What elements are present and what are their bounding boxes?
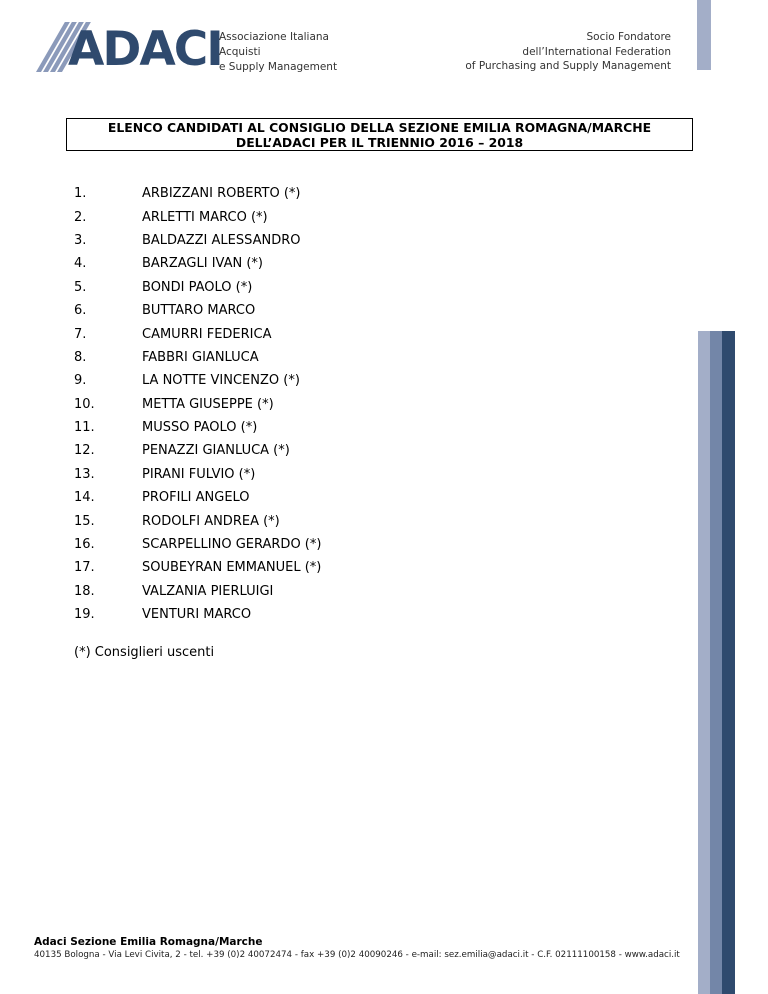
candidate-number: 1. <box>74 186 87 202</box>
candidate-name: LA NOTTE VINCENZO (*) <box>142 373 300 389</box>
candidate-name: VALZANIA PIERLUIGI <box>142 583 274 599</box>
candidate-number: 15. <box>74 513 95 529</box>
list-item <box>74 182 574 205</box>
logo-subtitle-line: Acquisti <box>219 46 261 58</box>
candidate-number: 13. <box>74 466 95 482</box>
candidate-name: BUTTARO MARCO <box>142 303 256 319</box>
candidate-number: 9. <box>74 373 87 389</box>
list-item <box>74 252 574 275</box>
list-item <box>74 416 574 439</box>
footer-organization: Adaci Sezione Emilia Romagna/Marche <box>34 936 263 948</box>
title-line-1: ELENCO CANDIDATI AL CONSIGLIO DELLA SEZIONE EMILIA ROMAGNA/MARCHE <box>107 120 652 135</box>
list-item <box>74 229 574 252</box>
candidate-name: BARZAGLI IVAN (*) <box>142 256 263 272</box>
page-footer <box>34 936 680 961</box>
candidate-number: 3. <box>74 232 87 248</box>
list-item <box>74 509 574 532</box>
list-item <box>74 439 574 462</box>
candidate-name: CAMURRI FEDERICA <box>142 326 272 342</box>
candidate-name: PENAZZI GIANLUCA (*) <box>142 443 290 459</box>
logo-wordmark: ADACI <box>68 22 222 77</box>
candidate-name: ARLETTI MARCO (*) <box>142 209 268 225</box>
candidate-name: BONDI PAOLO (*) <box>142 279 253 295</box>
candidate-name: PIRANI FULVIO (*) <box>142 466 256 482</box>
logo-subtitle-line: Associazione Italiana <box>219 31 329 43</box>
candidate-name: SCARPELLINO GERARDO (*) <box>142 537 322 553</box>
decorative-top-stripe <box>697 0 711 70</box>
candidate-name: METTA GIUSEPPE (*) <box>142 396 274 412</box>
candidate-number: 7. <box>74 326 87 342</box>
list-item <box>74 580 574 603</box>
title-line-2: DELL’ADACI PER IL TRIENNIO 2016 – 2018 <box>235 135 524 150</box>
candidate-number: 19. <box>74 607 95 623</box>
logo-subtitle <box>219 30 337 75</box>
header-right-line: Socio Fondatore <box>586 31 671 43</box>
list-item <box>74 276 574 299</box>
document-title <box>66 118 693 151</box>
candidate-number: 4. <box>74 256 87 272</box>
list-item <box>74 556 574 579</box>
logo-subtitle-line: e Supply Management <box>219 61 338 73</box>
candidate-number: 14. <box>74 490 95 506</box>
list-item <box>74 369 574 392</box>
candidate-name: VENTURI MARCO <box>142 607 252 623</box>
outgoing-councillors-note: (*) Consiglieri uscenti <box>74 645 215 660</box>
candidate-number: 18. <box>74 583 95 599</box>
side-stripe-dark <box>722 331 735 994</box>
list-item <box>74 463 574 486</box>
candidate-name: RODOLFI ANDREA (*) <box>142 513 280 529</box>
list-item <box>74 205 574 228</box>
adaci-logo <box>28 22 338 78</box>
list-item <box>74 322 574 345</box>
candidate-number: 8. <box>74 349 87 365</box>
list-item <box>74 346 574 369</box>
candidate-name: MUSSO PAOLO (*) <box>142 420 258 436</box>
side-stripe-mid <box>710 331 722 994</box>
header-right-line: dell’International Federation <box>522 45 671 58</box>
candidate-name: FABBRI GIANLUCA <box>142 349 259 365</box>
footer-contact-info: 40135 Bologna - Via Levi Civita, 2 - tel. +39 (0)2 40072474 - fax +39 (0)2 40090246 - e-mail: sez.emilia@adaci.it - C.F. 02111100158 - www.adaci.it <box>34 950 680 960</box>
candidate-number: 2. <box>74 209 87 225</box>
candidate-number: 10. <box>74 396 95 412</box>
founding-member-note <box>465 30 671 74</box>
list-item <box>74 299 574 322</box>
candidate-name: BALDAZZI ALESSANDRO <box>142 232 301 248</box>
candidate-name: SOUBEYRAN EMMANUEL (*) <box>142 560 322 576</box>
candidate-name: PROFILI ANGELO <box>142 490 250 506</box>
candidate-number: 12. <box>74 443 95 459</box>
decorative-side-stripes <box>698 331 735 994</box>
candidate-list <box>74 182 574 626</box>
list-item <box>74 533 574 556</box>
header-right-line: of Purchasing and Supply Management <box>465 60 671 72</box>
side-stripe-light <box>698 331 710 994</box>
candidate-number: 11. <box>74 420 95 436</box>
candidate-number: 6. <box>74 303 87 319</box>
list-item <box>74 486 574 509</box>
candidate-number: 16. <box>74 537 95 553</box>
candidate-number: 5. <box>74 279 87 295</box>
candidate-number: 17. <box>74 560 95 576</box>
candidate-name: ARBIZZANI ROBERTO (*) <box>142 186 301 202</box>
list-item <box>74 603 574 626</box>
list-item <box>74 393 574 416</box>
